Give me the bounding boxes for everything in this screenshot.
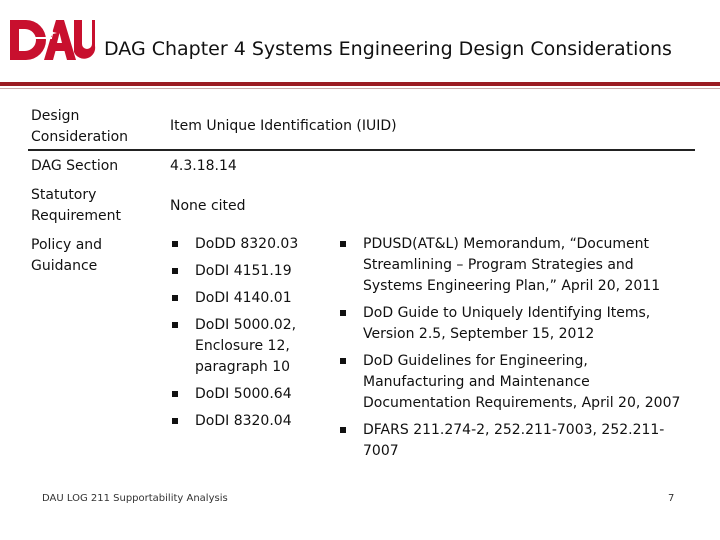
list-item (338, 351, 683, 414)
list-item (338, 420, 683, 462)
list-item-text: DFARS 211.274-2, 252.211-7003, 252.211-7007 (363, 422, 665, 459)
bullet-icon (172, 322, 178, 328)
list-item (170, 261, 320, 282)
bullet-icon (340, 427, 346, 433)
bullet-icon (172, 268, 178, 274)
list-item-text: PDUSD(AT&L) Memorandum, “Document Streamlining – Program Strategies and Systems Engineering Plan,” April 20, 2011 (363, 236, 661, 294)
policy-list-dod (170, 234, 320, 438)
column-header-iuid: Item Unique Identification (IUID) (170, 118, 397, 134)
list-item-text: DoDI 8320.04 (195, 413, 292, 429)
list-item (338, 303, 683, 345)
list-item (170, 384, 320, 405)
bullet-icon (172, 391, 178, 397)
list-item-text: DoDI 5000.02, Enclosure 12, paragraph 10 (195, 317, 297, 375)
list-item-text: DoDI 4140.01 (195, 290, 292, 306)
list-item-text: DoDI 4151.19 (195, 263, 292, 279)
list-item-text: DoD Guidelines for Engineering, Manufacturing and Maintenance Documentation Requirements, April 20, 2007 (363, 353, 681, 411)
dau-logo (8, 14, 96, 66)
list-item-text: DoDI 5000.64 (195, 386, 292, 402)
list-item (170, 234, 320, 255)
statutory-requirement-value: None cited (170, 198, 246, 214)
policy-guidance-label: Policy and Guidance (31, 237, 103, 274)
bullet-icon (340, 358, 346, 364)
bullet-icon (172, 295, 178, 301)
list-item (170, 411, 320, 432)
header-rule (0, 82, 720, 86)
page-title: DAG Chapter 4 Systems Engineering Design Considerations (104, 38, 672, 60)
dag-section-value: 4.3.18.14 (170, 158, 237, 174)
list-item-text: DoDD 8320.03 (195, 236, 299, 252)
bullet-icon (172, 241, 178, 247)
table-header-divider (28, 149, 695, 151)
list-item (170, 288, 320, 309)
bullet-icon (172, 418, 178, 424)
bullet-icon (340, 241, 346, 247)
list-item (170, 315, 320, 378)
footer-course: DAU LOG 211 Supportability Analysis (42, 493, 228, 504)
header-rule-thin (0, 88, 720, 89)
statutory-requirement-label: Statutory Requirement (31, 187, 122, 224)
dag-section-label: DAG Section (31, 158, 119, 174)
list-item-text: DoD Guide to Uniquely Identifying Items, Version 2.5, September 15, 2012 (363, 305, 651, 342)
list-item (338, 234, 683, 297)
policy-list-guidance (338, 234, 683, 468)
page-number: 7 (668, 493, 675, 504)
column-header-design-consideration: Design Consideration (31, 108, 129, 145)
bullet-icon (340, 310, 346, 316)
